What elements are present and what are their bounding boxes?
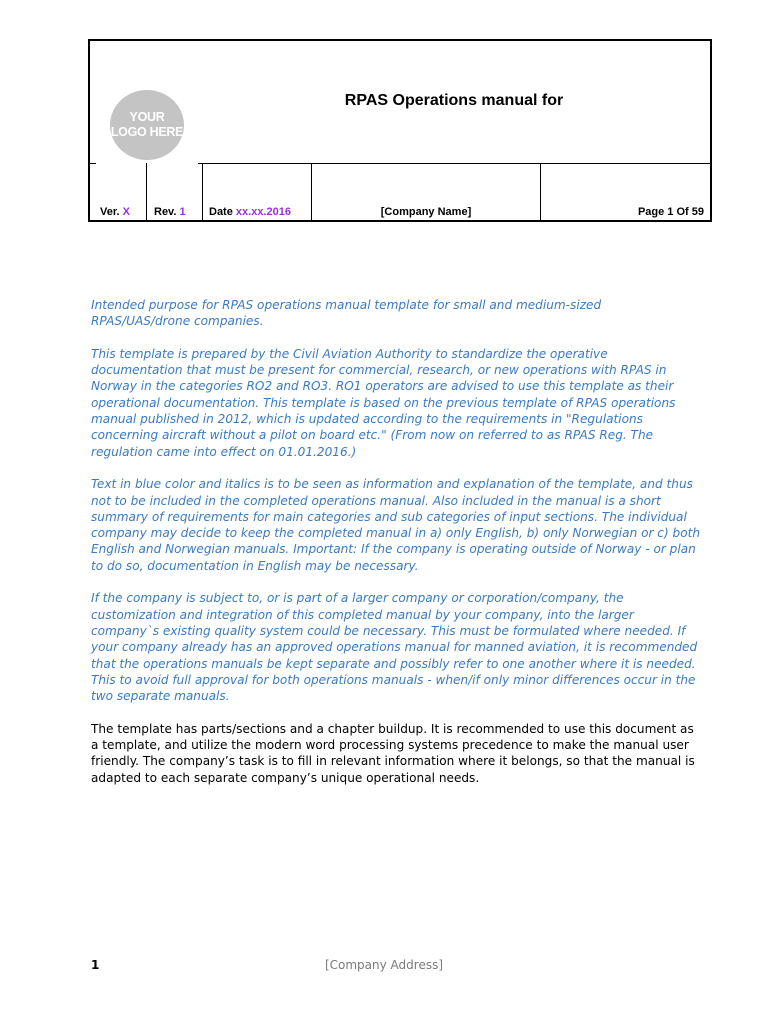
date-cell [209,206,291,218]
page-info: Page 1 Of 59 [637,206,704,218]
date-label: Date [209,206,233,218]
document-body [91,297,703,802]
body-paragraph: The template has parts/sections and a chapter buildup. It is recommended to use this document as a template, and utilize the modern word processing systems precedence to make the manual user friendly. The company’s task is to fill in relevant information where it belongs, so that the manual is adapted to each separate company’s unique operational needs. [91,721,695,785]
company-name-cell [312,206,540,218]
footer-page-number: 1 [91,958,100,972]
version-label: Ver. [100,206,120,218]
revision-cell [154,206,186,218]
logo-text-line2: LOGO HERE [110,125,184,139]
version-value: X [122,206,130,218]
info-paragraph: This template is prepared by the Civil Aviation Authority to standardize the operative documentation that must be present for commercial, research, or new operations with RPAS in Norway in the categories RO2 and RO3. RO1 operators are advised to use this template as their operational documentation. This template is based on the previous template of RPAS operations manual published in 2012, which is updated according to the requirements in "Regulations concerning aircraft without a pilot on board etc." (From now on referred to as RPAS Reg. The regulation came into effect on 01.01.2016.) [91,346,676,459]
header-cell-divider [540,163,541,220]
document-header [88,39,712,222]
page-info-cell [638,206,704,218]
manual-title: RPAS Operations manual for [344,92,564,109]
info-paragraph: If the company is subject to, or is part of a larger company or corporation/company, the customization and integration of this completed manual by your company, into the larger company`s existing quality system could be necessary. This must be formulated where needed. If your company already has an approved operations manual for manned aviation, it is recommended that the operations manuals be kept separate and possibly refer to one another where it is needed. This to avoid full approval for both operations manuals - when/if only minor differences occur in the two separate manuals. [91,591,698,704]
header-divider-left [90,163,96,164]
revision-value: 1 [179,206,186,218]
header-divider [198,163,710,164]
revision-label: Rev. [154,206,177,218]
footer-company-address: [Company Address] [324,958,444,972]
date-value: xx.xx.2016 [235,206,291,218]
header-cell-divider [202,163,203,220]
logo-text-line1: YOUR [129,110,165,124]
header-cell-divider [146,163,147,220]
info-paragraph: Text in blue color and italics is to be seen as information and explanation of the template, and thus not to be included in the completed operations manual. Also included in the manual is a short summary of requirements for main categories and sub categories of input sections. The individual company may decide to keep the completed manual in a) only English, b) only Norwegian or c) both English and Norwegian manuals. Important: If the company is operating outside of Norway - or plan to do so, documentation in English may be necessary. [91,477,700,573]
company-name: [Company Name] [380,206,472,218]
info-paragraph: Intended purpose for RPAS operations manual template for small and medium-sized RPAS/UAS/drone companies. [91,298,602,329]
logo-placeholder [110,90,184,160]
version-cell [100,206,130,218]
